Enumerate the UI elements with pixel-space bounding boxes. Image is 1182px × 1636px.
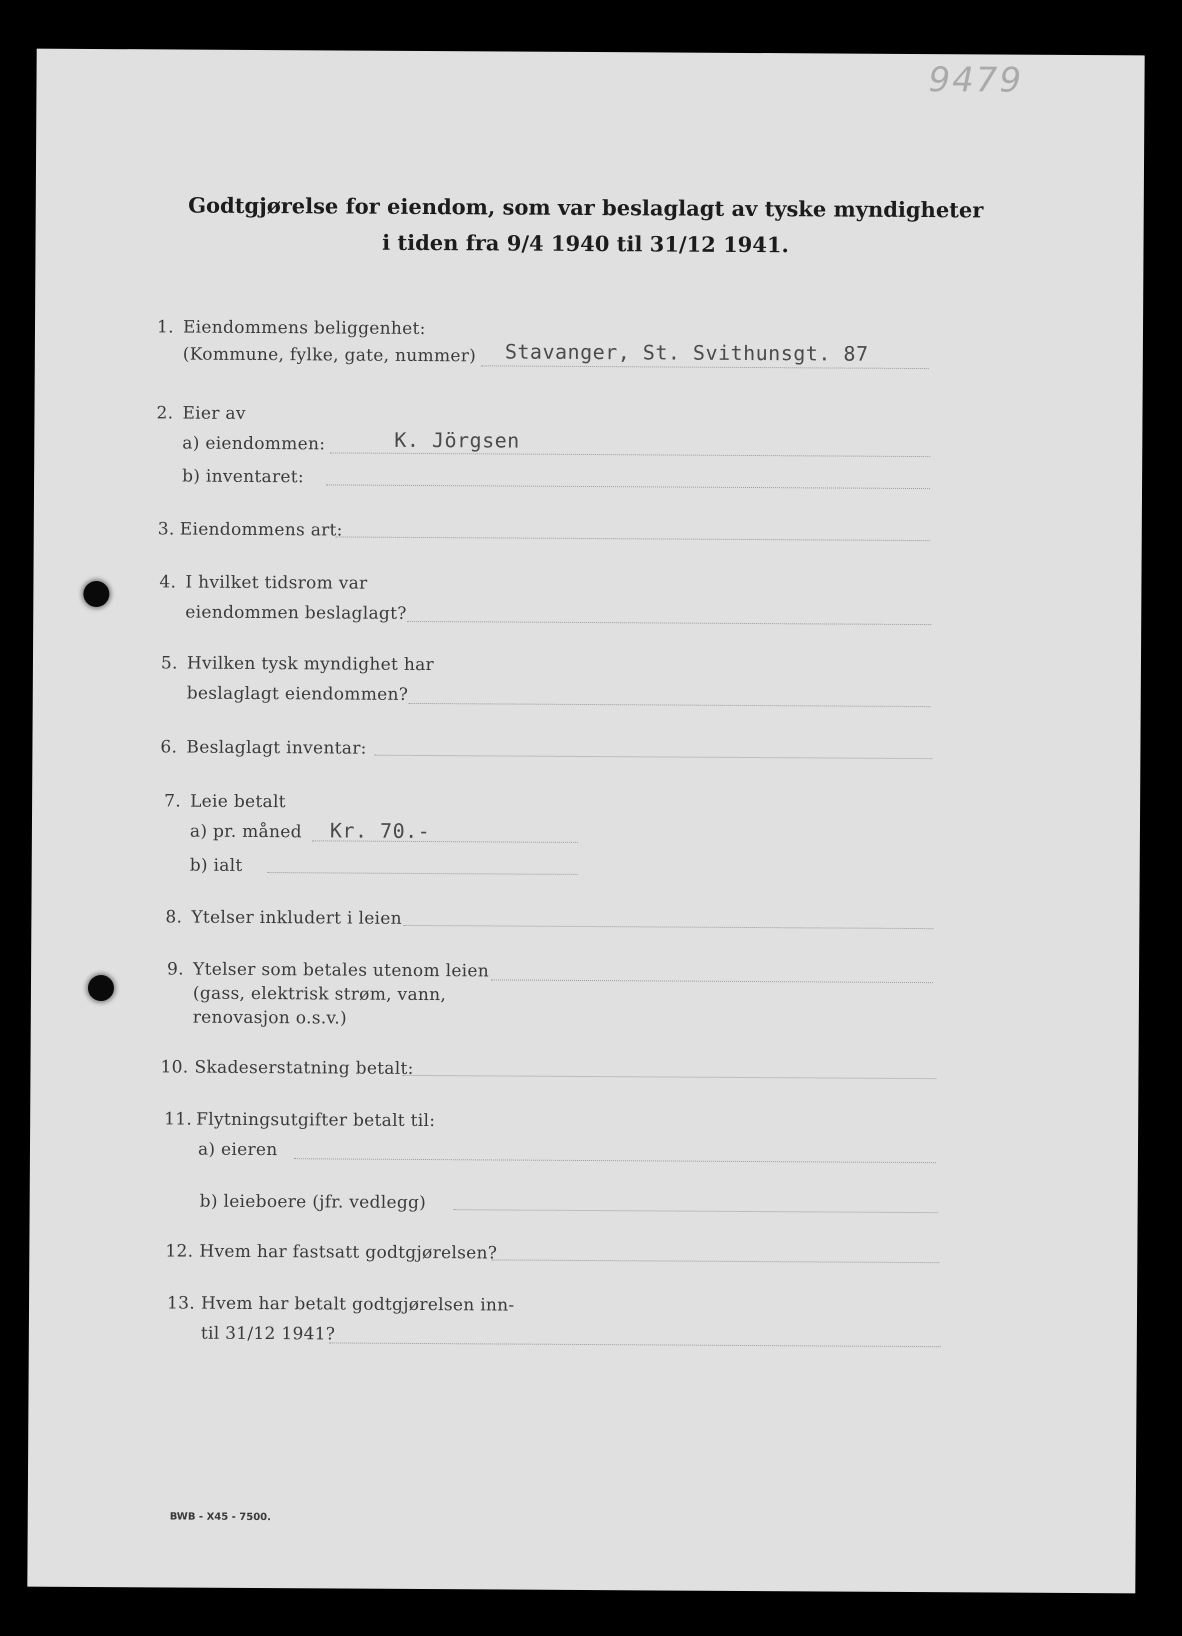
q9-number: 9.: [167, 959, 184, 980]
punch-hole-top: [83, 581, 109, 607]
q12-label: Hvem har fastsatt godtgjørelsen?: [199, 1241, 498, 1264]
form-title: [155, 187, 1015, 264]
q2-label: Eier av: [182, 403, 246, 424]
q2a-label: a) eiendommen:: [182, 433, 326, 455]
q11b-label: b) leieboere (jfr. vedlegg): [199, 1191, 427, 1214]
q10-number: 10.: [160, 1057, 189, 1078]
q11b-answer-line: [454, 1209, 938, 1213]
q2a-answer: K. Jörgsen: [394, 427, 520, 453]
punch-hole-bottom: [88, 975, 114, 1001]
q2a-answer-line: [330, 452, 930, 457]
q9-sublabel-1: (gass, elektrisk strøm, vann,: [192, 983, 447, 1006]
q2b-answer-line: [326, 484, 930, 489]
printer-mark: BWB - X45 - 7500.: [169, 1511, 271, 1524]
q8-label: Ytelser inkludert i leien: [191, 907, 402, 929]
q4-sublabel: eiendommen beslaglagt?: [185, 602, 407, 624]
catalog-number: 9479: [928, 60, 1024, 101]
q2b-label: b) inventaret:: [182, 466, 304, 488]
q7a-answer: Kr. 70.-: [329, 818, 431, 844]
q13-answer-line: [329, 1342, 941, 1347]
q1-answer-line: [481, 365, 929, 369]
q11a-answer-line: [294, 1158, 936, 1163]
q13-label: Hvem har betalt godtgjørelsen inn-: [200, 1293, 515, 1316]
q4-answer-line: [407, 621, 931, 625]
q7a-label: a) pr. måned: [189, 821, 302, 843]
q13-sublabel: til 31/12 1941?: [200, 1323, 336, 1345]
q3-answer-line: [336, 536, 930, 541]
q8-number: 8.: [165, 907, 183, 928]
q5-number: 5.: [160, 653, 178, 674]
q7-label: Leie betalt: [190, 791, 286, 813]
q9-label: Ytelser som betales utenom leien: [193, 959, 490, 982]
q9-sublabel-2: renovasjon o.s.v.): [192, 1007, 348, 1029]
q4-number: 4.: [159, 572, 177, 593]
q7b-label: b) ialt: [189, 855, 243, 876]
q6-label: Beslaglagt inventar:: [186, 737, 367, 759]
q1-number: 1.: [156, 317, 174, 338]
q10-answer-line: [402, 1075, 936, 1079]
q7b-answer-line: [268, 872, 578, 875]
q7-number: 7.: [164, 791, 182, 812]
q2-number: 2.: [156, 403, 174, 424]
form-title-line-1: Godtgjørelse for eiendom, som var beslaglagt av tyske myndigheter: [188, 192, 984, 223]
q12-answer-line: [491, 1259, 939, 1263]
q10-label: Skadeserstatning betalt:: [194, 1057, 414, 1079]
q1-label: Eiendommens beliggenhet:: [182, 317, 426, 340]
form-page: [27, 49, 1144, 1594]
q3-label: Eiendommens art:: [179, 519, 343, 541]
q8-answer-line: [403, 925, 933, 929]
q6-number: 6.: [160, 737, 178, 758]
q9-answer-line: [491, 979, 933, 983]
q3-number: 3.: [157, 519, 175, 540]
q1-answer: Stavanger, St. Svithunsgt. 87: [504, 339, 869, 366]
q1-sublabel: (Kommune, fylke, gate, nummer): [182, 344, 477, 367]
q13-number: 13.: [166, 1293, 196, 1314]
q11a-label: a) eieren: [197, 1139, 278, 1161]
q4-label: I hvilket tidsrom var: [185, 572, 368, 594]
q11-label: Flytningsutgifter betalt til:: [196, 1109, 436, 1132]
q5-label: Hvilken tysk myndighet har: [186, 653, 435, 676]
q6-answer-line: [374, 755, 932, 759]
q12-number: 12.: [165, 1241, 194, 1262]
q5-answer-line: [409, 703, 931, 707]
q5-sublabel: beslaglagt eiendommen?: [186, 683, 409, 705]
q11-number: 11.: [164, 1109, 193, 1130]
form-title-line-2: i tiden fra 9/4 1940 til 31/12 1941.: [382, 229, 789, 258]
